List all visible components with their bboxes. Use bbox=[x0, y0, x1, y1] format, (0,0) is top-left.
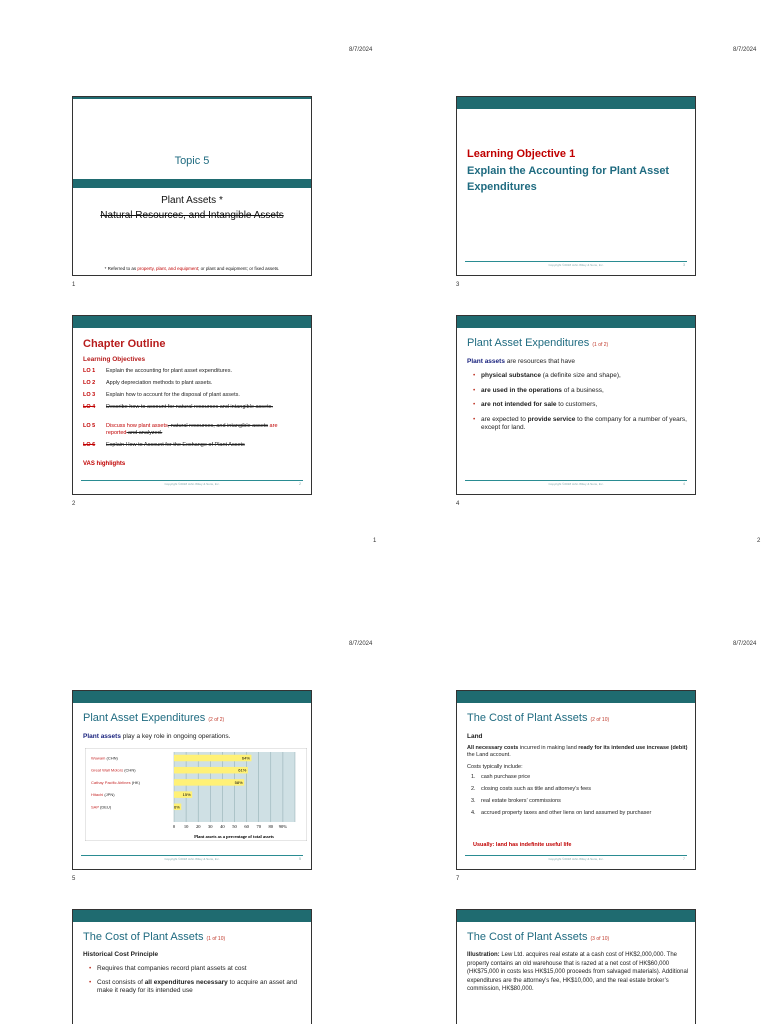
page-date: 8/7/2024 bbox=[349, 47, 373, 53]
numbered-list bbox=[471, 774, 681, 817]
slide-footer bbox=[465, 480, 687, 488]
x-tick-label: 60 bbox=[244, 824, 249, 829]
page-number: 2 bbox=[757, 538, 761, 544]
text: Lew Ltd. acquires real estate at a cash cost of HK$2,000,000. The property contains an old warehouse that is razed at a net cost of HK$60,000 (HK$75,000 in costs less HK$15,000 proceeds from salvaged materials). Additional expenditures are the attorney’s fee, HK$10,000, and the real estate broker’s commission, HK$80,000. bbox=[467, 952, 689, 992]
x-tick-label: 50 bbox=[232, 824, 237, 829]
slide-heading bbox=[467, 931, 609, 943]
category-label: Hitachi (JPN) bbox=[91, 792, 115, 798]
heading-counter: (2 of 2) bbox=[208, 717, 225, 723]
slide-number: 5 bbox=[72, 876, 76, 882]
slide-heading bbox=[467, 337, 608, 349]
data-label: 15% bbox=[182, 792, 191, 798]
footnote-highlight: property, plant, and equipment bbox=[137, 266, 199, 271]
lo-text-part: , natural resources, and intangible assets bbox=[167, 423, 269, 429]
x-tick-label: 40 bbox=[220, 824, 225, 829]
slide-heading bbox=[467, 712, 609, 724]
item-text: accrued property taxes and other liens on land assumed by purchaser bbox=[481, 810, 652, 816]
bullet-bold: are not intended for sale bbox=[481, 401, 557, 408]
item-number: 1. bbox=[471, 774, 476, 780]
lo-text: Describe how to account for natural resources and intangible assets. bbox=[106, 404, 273, 410]
category-label: Wuwam (CHN) bbox=[91, 755, 118, 761]
footer-number: 4 bbox=[683, 482, 685, 486]
slide-number: 1 bbox=[72, 282, 76, 288]
list-item bbox=[473, 372, 691, 381]
bullet-pre: Cost consists of bbox=[97, 978, 145, 986]
x-tick-label: 70 bbox=[256, 824, 261, 829]
x-tick-label: 0 bbox=[172, 824, 176, 829]
bar bbox=[174, 755, 251, 762]
x-tick-label: 10 bbox=[183, 824, 189, 829]
copyright: Copyright ©2018 John Wiley & Sons, Inc. bbox=[164, 857, 220, 861]
x-tick-label: 30 bbox=[208, 824, 213, 829]
item-text: cash purchase price bbox=[481, 774, 531, 780]
bullet-pre: are expected to bbox=[481, 415, 528, 423]
category-label: SAP (DEU) bbox=[91, 804, 112, 810]
slide-heading bbox=[83, 931, 225, 943]
slide-subtitle: Natural Resources, and Intangible Assets bbox=[100, 210, 284, 221]
lo-code: LO 5 bbox=[83, 423, 96, 429]
note: Usually: land has indefinite useful life bbox=[473, 842, 572, 848]
slide-accent-bar bbox=[73, 691, 311, 703]
intro-text bbox=[83, 733, 230, 740]
objective-text: Explain the Accounting for Plant Asset Expenditures bbox=[467, 165, 670, 193]
list-item bbox=[471, 786, 681, 793]
bar-chart bbox=[85, 748, 307, 841]
lo-text-part: are reported bbox=[106, 423, 278, 436]
list-item bbox=[83, 380, 308, 392]
footnote bbox=[73, 266, 311, 271]
slide-accent-bar bbox=[457, 316, 695, 328]
category-label: Great Wall Motors (CHN) bbox=[91, 767, 136, 773]
lo-code: LO 4 bbox=[83, 404, 96, 410]
slide-plant-asset-expenditures bbox=[456, 315, 696, 495]
text: the Land account. bbox=[467, 752, 511, 758]
x-tick-label: 20 bbox=[195, 824, 201, 829]
data-label: 61% bbox=[238, 767, 247, 773]
slide-footer bbox=[81, 480, 303, 488]
bullet-rest: to the company for a number of years, except for land. bbox=[481, 415, 687, 431]
slide-heading: Chapter Outline bbox=[83, 338, 166, 350]
slide-footer bbox=[465, 261, 687, 269]
bullet-bold: provide service bbox=[527, 415, 576, 423]
intro-bold: Plant assets bbox=[467, 358, 505, 365]
topic-label: Topic 5 bbox=[174, 155, 210, 167]
slide-heading bbox=[83, 712, 224, 724]
page-date: 8/7/2024 bbox=[733, 641, 757, 647]
slide-accent-bar bbox=[73, 316, 311, 328]
copyright: Copyright ©2018 John Wiley & Sons, Inc. bbox=[164, 482, 220, 486]
lo-text: Explain how to account for the disposal of plant assets. bbox=[106, 392, 240, 398]
list-item bbox=[83, 404, 308, 423]
list-item bbox=[471, 798, 681, 805]
x-axis-label: Plant assets as a percentage of total assets bbox=[194, 834, 274, 839]
slide-number: 4 bbox=[456, 501, 460, 507]
list-item bbox=[473, 416, 691, 433]
item-number: 3. bbox=[471, 798, 476, 804]
text-bold: All necessary costs bbox=[467, 745, 519, 751]
item-number: 2. bbox=[471, 786, 476, 792]
lo-code: LO 6 bbox=[83, 442, 96, 448]
slide-accent-bar bbox=[457, 910, 695, 922]
list-item bbox=[89, 965, 307, 974]
page-date: 8/7/2024 bbox=[733, 47, 757, 53]
bullet-bold: physical substance bbox=[481, 372, 541, 379]
slide-number: 2 bbox=[72, 501, 76, 507]
data-label: 6% bbox=[173, 804, 180, 810]
slide-accent-bar bbox=[457, 691, 695, 703]
page-number: 1 bbox=[373, 538, 377, 544]
lo-text-part: and analyzed. bbox=[126, 429, 163, 436]
slide-learning-objective bbox=[456, 96, 696, 276]
slide-number: 3 bbox=[456, 282, 460, 288]
slide-subheading: Learning Objectives bbox=[83, 356, 146, 363]
footer-number: 5 bbox=[299, 857, 301, 861]
lo-text: Explain How to Account for the Exchange of Plant Assets bbox=[106, 442, 245, 448]
heading-counter: (1 of 10) bbox=[206, 936, 226, 942]
list-item bbox=[83, 442, 308, 454]
footer-number: 7 bbox=[683, 857, 685, 861]
slide-accent-bar bbox=[73, 97, 311, 99]
objective-list bbox=[83, 368, 308, 454]
bullet-text: Requires that companies record plant assets at cost bbox=[97, 965, 247, 972]
slide-number: 7 bbox=[456, 876, 460, 882]
list-item bbox=[471, 774, 681, 781]
footnote-text: ; or plant and equipment; or fixed assets. bbox=[198, 266, 280, 271]
slide-accent-bar bbox=[73, 910, 311, 922]
intro-text bbox=[467, 358, 575, 365]
heading-counter: (2 of 10) bbox=[590, 717, 610, 723]
list-item bbox=[473, 401, 691, 410]
bullet-list bbox=[89, 965, 307, 996]
bullet-bold: all expenditures necessary bbox=[144, 978, 228, 986]
slide-title bbox=[72, 96, 312, 276]
section-heading: Historical Cost Principle bbox=[83, 951, 159, 958]
heading-counter: (1 of 2) bbox=[592, 342, 609, 348]
lo-code: LO 3 bbox=[83, 392, 96, 398]
footer-number: 2 bbox=[299, 482, 301, 486]
footnote-text: * Referred to as bbox=[104, 266, 138, 271]
data-label: 64% bbox=[241, 755, 250, 761]
text: incurred in making land bbox=[518, 745, 579, 751]
bullet-rest: to acquire an asset and make it ready for its intended use bbox=[97, 978, 298, 994]
text-bold: ready for its intended use increase (debit) bbox=[578, 745, 688, 751]
slide-cost-illustration bbox=[456, 909, 696, 1024]
intro-bold: Plant assets bbox=[83, 733, 121, 740]
slide-footer bbox=[81, 855, 303, 863]
bullet-rest: (a definite size and shape), bbox=[540, 372, 621, 379]
text-bold: Illustration: bbox=[467, 952, 500, 958]
heading-counter: (3 of 10) bbox=[590, 936, 610, 942]
illustration-text bbox=[467, 951, 691, 994]
paragraph: Costs typically include: bbox=[467, 764, 523, 770]
intro-rest: are resources that have bbox=[504, 358, 576, 365]
list-item bbox=[83, 368, 308, 380]
bullet-bold: are used in the operations bbox=[481, 386, 562, 394]
heading-text: Plant Asset Expenditures bbox=[467, 337, 590, 349]
lo-text bbox=[106, 423, 296, 436]
list-item bbox=[83, 392, 308, 404]
lo-text: Explain the accounting for plant asset expenditures. bbox=[106, 368, 232, 374]
slide-plant-asset-chart bbox=[72, 690, 312, 870]
slide-footer bbox=[465, 855, 687, 863]
copyright: Copyright ©2018 John Wiley & Sons, Inc. bbox=[548, 482, 604, 486]
heading-text: The Cost of Plant Assets bbox=[467, 712, 588, 724]
slide-chapter-outline bbox=[72, 315, 312, 495]
item-text: real estate brokers’ commissions bbox=[481, 798, 561, 804]
x-tick-label: 80 bbox=[268, 824, 274, 829]
list-item bbox=[83, 423, 308, 442]
footer-number: 3 bbox=[683, 263, 685, 267]
item-number: 4. bbox=[471, 810, 476, 816]
category-label: Cathay Pacific Airlines (HK) bbox=[91, 779, 140, 785]
list-item bbox=[473, 387, 691, 396]
heading-text: The Cost of Plant Assets bbox=[83, 931, 204, 943]
item-text: closing costs such as title and attorney’s fees bbox=[481, 786, 591, 792]
data-label: 58% bbox=[234, 779, 243, 785]
list-item bbox=[471, 810, 681, 817]
x-tick-label: 90% bbox=[278, 824, 288, 829]
bar bbox=[174, 779, 244, 786]
title-band bbox=[73, 179, 311, 188]
vas-highlights: VAS highlights bbox=[83, 461, 126, 467]
slide-cost-land bbox=[456, 690, 696, 870]
lo-code: LO 1 bbox=[83, 368, 96, 374]
section-heading: Land bbox=[467, 733, 483, 740]
list-item bbox=[89, 979, 307, 996]
slide-historical-cost bbox=[72, 909, 312, 1024]
objective-heading: Learning Objective 1 bbox=[467, 148, 576, 160]
page-date: 8/7/2024 bbox=[349, 641, 373, 647]
slide-accent-bar bbox=[457, 97, 695, 109]
bullet-rest: of a business, bbox=[561, 386, 604, 394]
intro-rest: play a key role in ongoing operations. bbox=[120, 733, 231, 740]
lo-text: Apply depreciation methods to plant assets. bbox=[106, 380, 213, 386]
slide-main-title: Plant Assets * bbox=[161, 195, 223, 206]
heading-text: The Cost of Plant Assets bbox=[467, 931, 588, 943]
bar bbox=[174, 767, 248, 774]
bullet-list bbox=[473, 372, 691, 433]
paragraph bbox=[467, 745, 689, 759]
copyright: Copyright ©2018 John Wiley & Sons, Inc. bbox=[548, 857, 604, 861]
lo-code: LO 2 bbox=[83, 380, 96, 386]
copyright: Copyright ©2018 John Wiley & Sons, Inc. bbox=[548, 263, 604, 267]
heading-text: Plant Asset Expenditures bbox=[83, 712, 206, 724]
lo-text-part: Discuss how plant assets bbox=[106, 423, 168, 429]
bullet-rest: to customers, bbox=[556, 401, 598, 408]
